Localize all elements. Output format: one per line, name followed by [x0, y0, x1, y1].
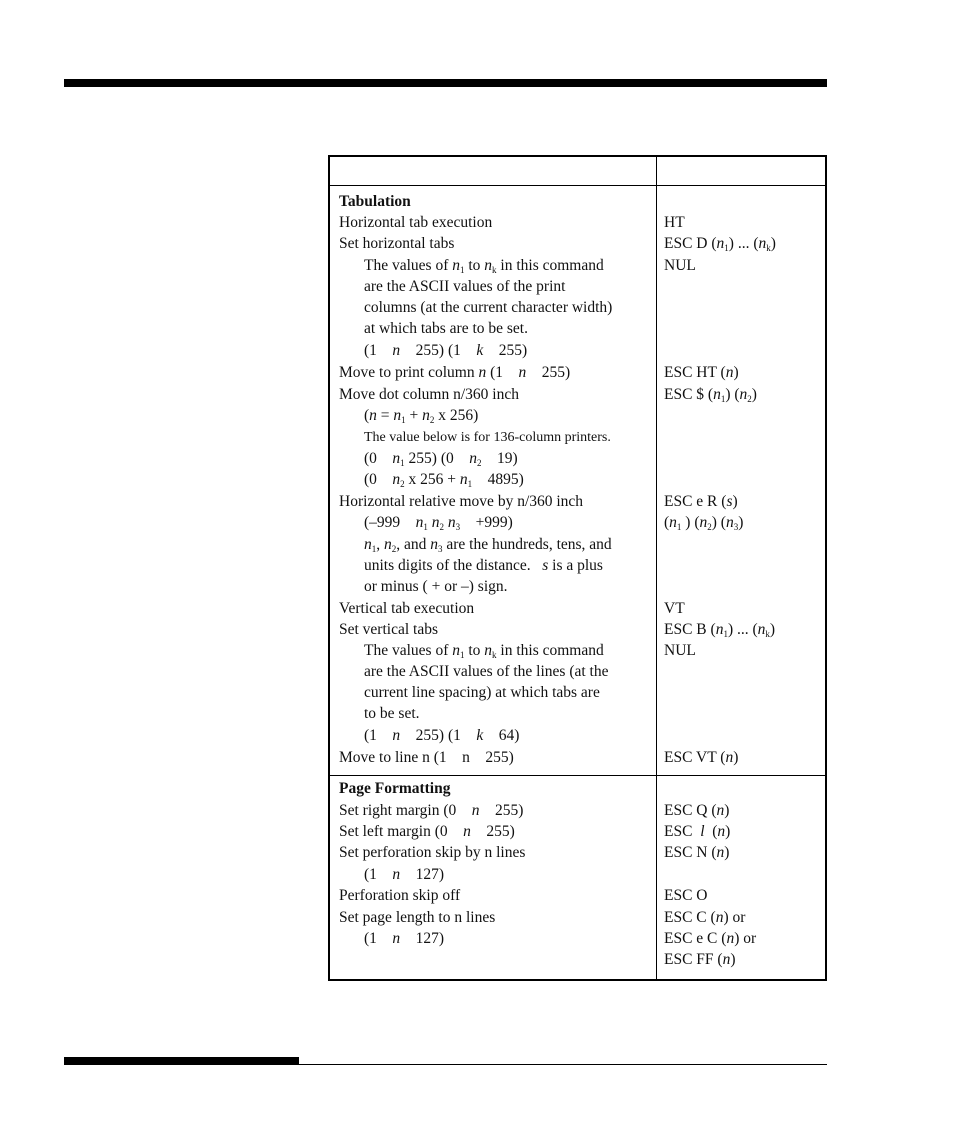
range-h: (1 n 255) (1 k 255) [364, 342, 528, 359]
column-divider [656, 157, 657, 979]
range-relative: (–999 $n_1$ $n_2$ $n_3$ +999) [364, 514, 513, 532]
cmd-esc-o: ESC O [664, 887, 708, 904]
cmd-esc-ht: ESC HT (n) [664, 364, 739, 381]
cmd-esc-b: ESC B $(n_1)$ ... $(n_k)$ [664, 621, 776, 639]
cmd-esc-q: ESC Q (n) [664, 802, 730, 819]
row-move-dot-column: Move dot column n/360 inch [339, 386, 519, 403]
cmd-esc-ff: ESC FF (n) [664, 951, 736, 968]
range-perforation: (1 n 127) [364, 866, 445, 883]
row-set-left-margin: Set left margin (0 n 255) [339, 823, 515, 840]
row-set-right-margin: Set right margin (0 n 255) [339, 802, 524, 819]
cmd-n1-n2-n3: ($n_1$ ) $(n_2)$ $(n_3)$ [664, 514, 744, 532]
cmd-esc-e-c: ESC e C (n) or [664, 930, 757, 947]
row-move-to-print-column: Move to print column n (1 n 255) [339, 364, 571, 381]
cmd-esc-dollar: ESC $ $(n_1)$ $(n_2)$ [664, 386, 757, 404]
cmd-nul-v: NUL [664, 642, 696, 659]
desc-v-line1: The values of $n_1$ to $n_k$ in this command [364, 642, 604, 660]
row-move-to-line: Move to line n (1 n 255) [339, 749, 514, 766]
desc-h-line2: are the ASCII values of the print [364, 278, 566, 295]
cmd-ht: HT [664, 214, 685, 231]
section-rule [330, 775, 825, 776]
range-v: (1 n 255) (1 k 64) [364, 727, 520, 744]
row-horizontal-relative-move: Horizontal relative move by n/360 inch [339, 493, 584, 510]
cmd-esc-d: ESC D $(n_1)$ ... $(n_k)$ [664, 235, 776, 253]
desc-v-line2: are the ASCII values of the lines (at the [364, 663, 609, 680]
desc-h-line4: at which tabs are to be set. [364, 320, 528, 337]
top-rule [64, 79, 827, 87]
cmd-vt: VT [664, 600, 685, 617]
desc-v-line4: to be set. [364, 705, 420, 722]
note-136-column: The value below is for 136-column printers. [364, 430, 611, 445]
desc-relative-line3: or minus ( + or –) sign. [364, 578, 508, 595]
row-set-perforation-skip: Set perforation skip by n lines [339, 844, 526, 861]
cmd-esc-vt: ESC VT (n) [664, 749, 739, 766]
desc-h-line1: The values of $n_1$ to $n_k$ in this command [364, 257, 604, 275]
range-dot-1: (0 $n_1$ 255) (0 $n_2$ 19) [364, 450, 518, 468]
command-table [328, 155, 827, 981]
desc-relative-line2: units digits of the distance. s is a plus [364, 557, 603, 574]
range-page-length: (1 n 127) [364, 930, 445, 947]
row-horizontal-tab-execution: Horizontal tab execution [339, 214, 493, 231]
range-dot-2: (0 $n_2$ x $256 + n_1$ 4895) [364, 471, 524, 489]
cmd-esc-e-r: ESC e R (s) [664, 493, 738, 510]
cmd-esc-c: ESC C (n) or [664, 909, 746, 926]
row-vertical-tab-execution: Vertical tab execution [339, 600, 475, 617]
row-set-vertical-tabs: Set vertical tabs [339, 621, 438, 638]
row-perforation-skip-off: Perforation skip off [339, 887, 461, 904]
cmd-nul-h: NUL [664, 257, 696, 274]
formula-n: ($n = n_1 + n_2$ x 256) [364, 407, 479, 425]
desc-relative-line1: $n_1$, $n_2$, and $n_3$ are the hundreds, tens, and [364, 536, 612, 554]
desc-h-line3: columns (at the current character width) [364, 299, 613, 316]
cmd-esc-n: ESC N (n) [664, 844, 730, 861]
header-row-rule [330, 185, 825, 186]
section-heading-page-formatting: Page Formatting [339, 780, 451, 797]
section-heading-tabulation: Tabulation [339, 193, 411, 210]
row-set-page-length: Set page length to n lines [339, 909, 496, 926]
row-set-horizontal-tabs: Set horizontal tabs [339, 235, 455, 252]
footer-rule-thin [64, 1064, 827, 1065]
cmd-esc-l: ESC l (n) [664, 823, 731, 840]
footer-rule-thick [64, 1057, 299, 1064]
desc-v-line3: current line spacing) at which tabs are [364, 684, 600, 701]
